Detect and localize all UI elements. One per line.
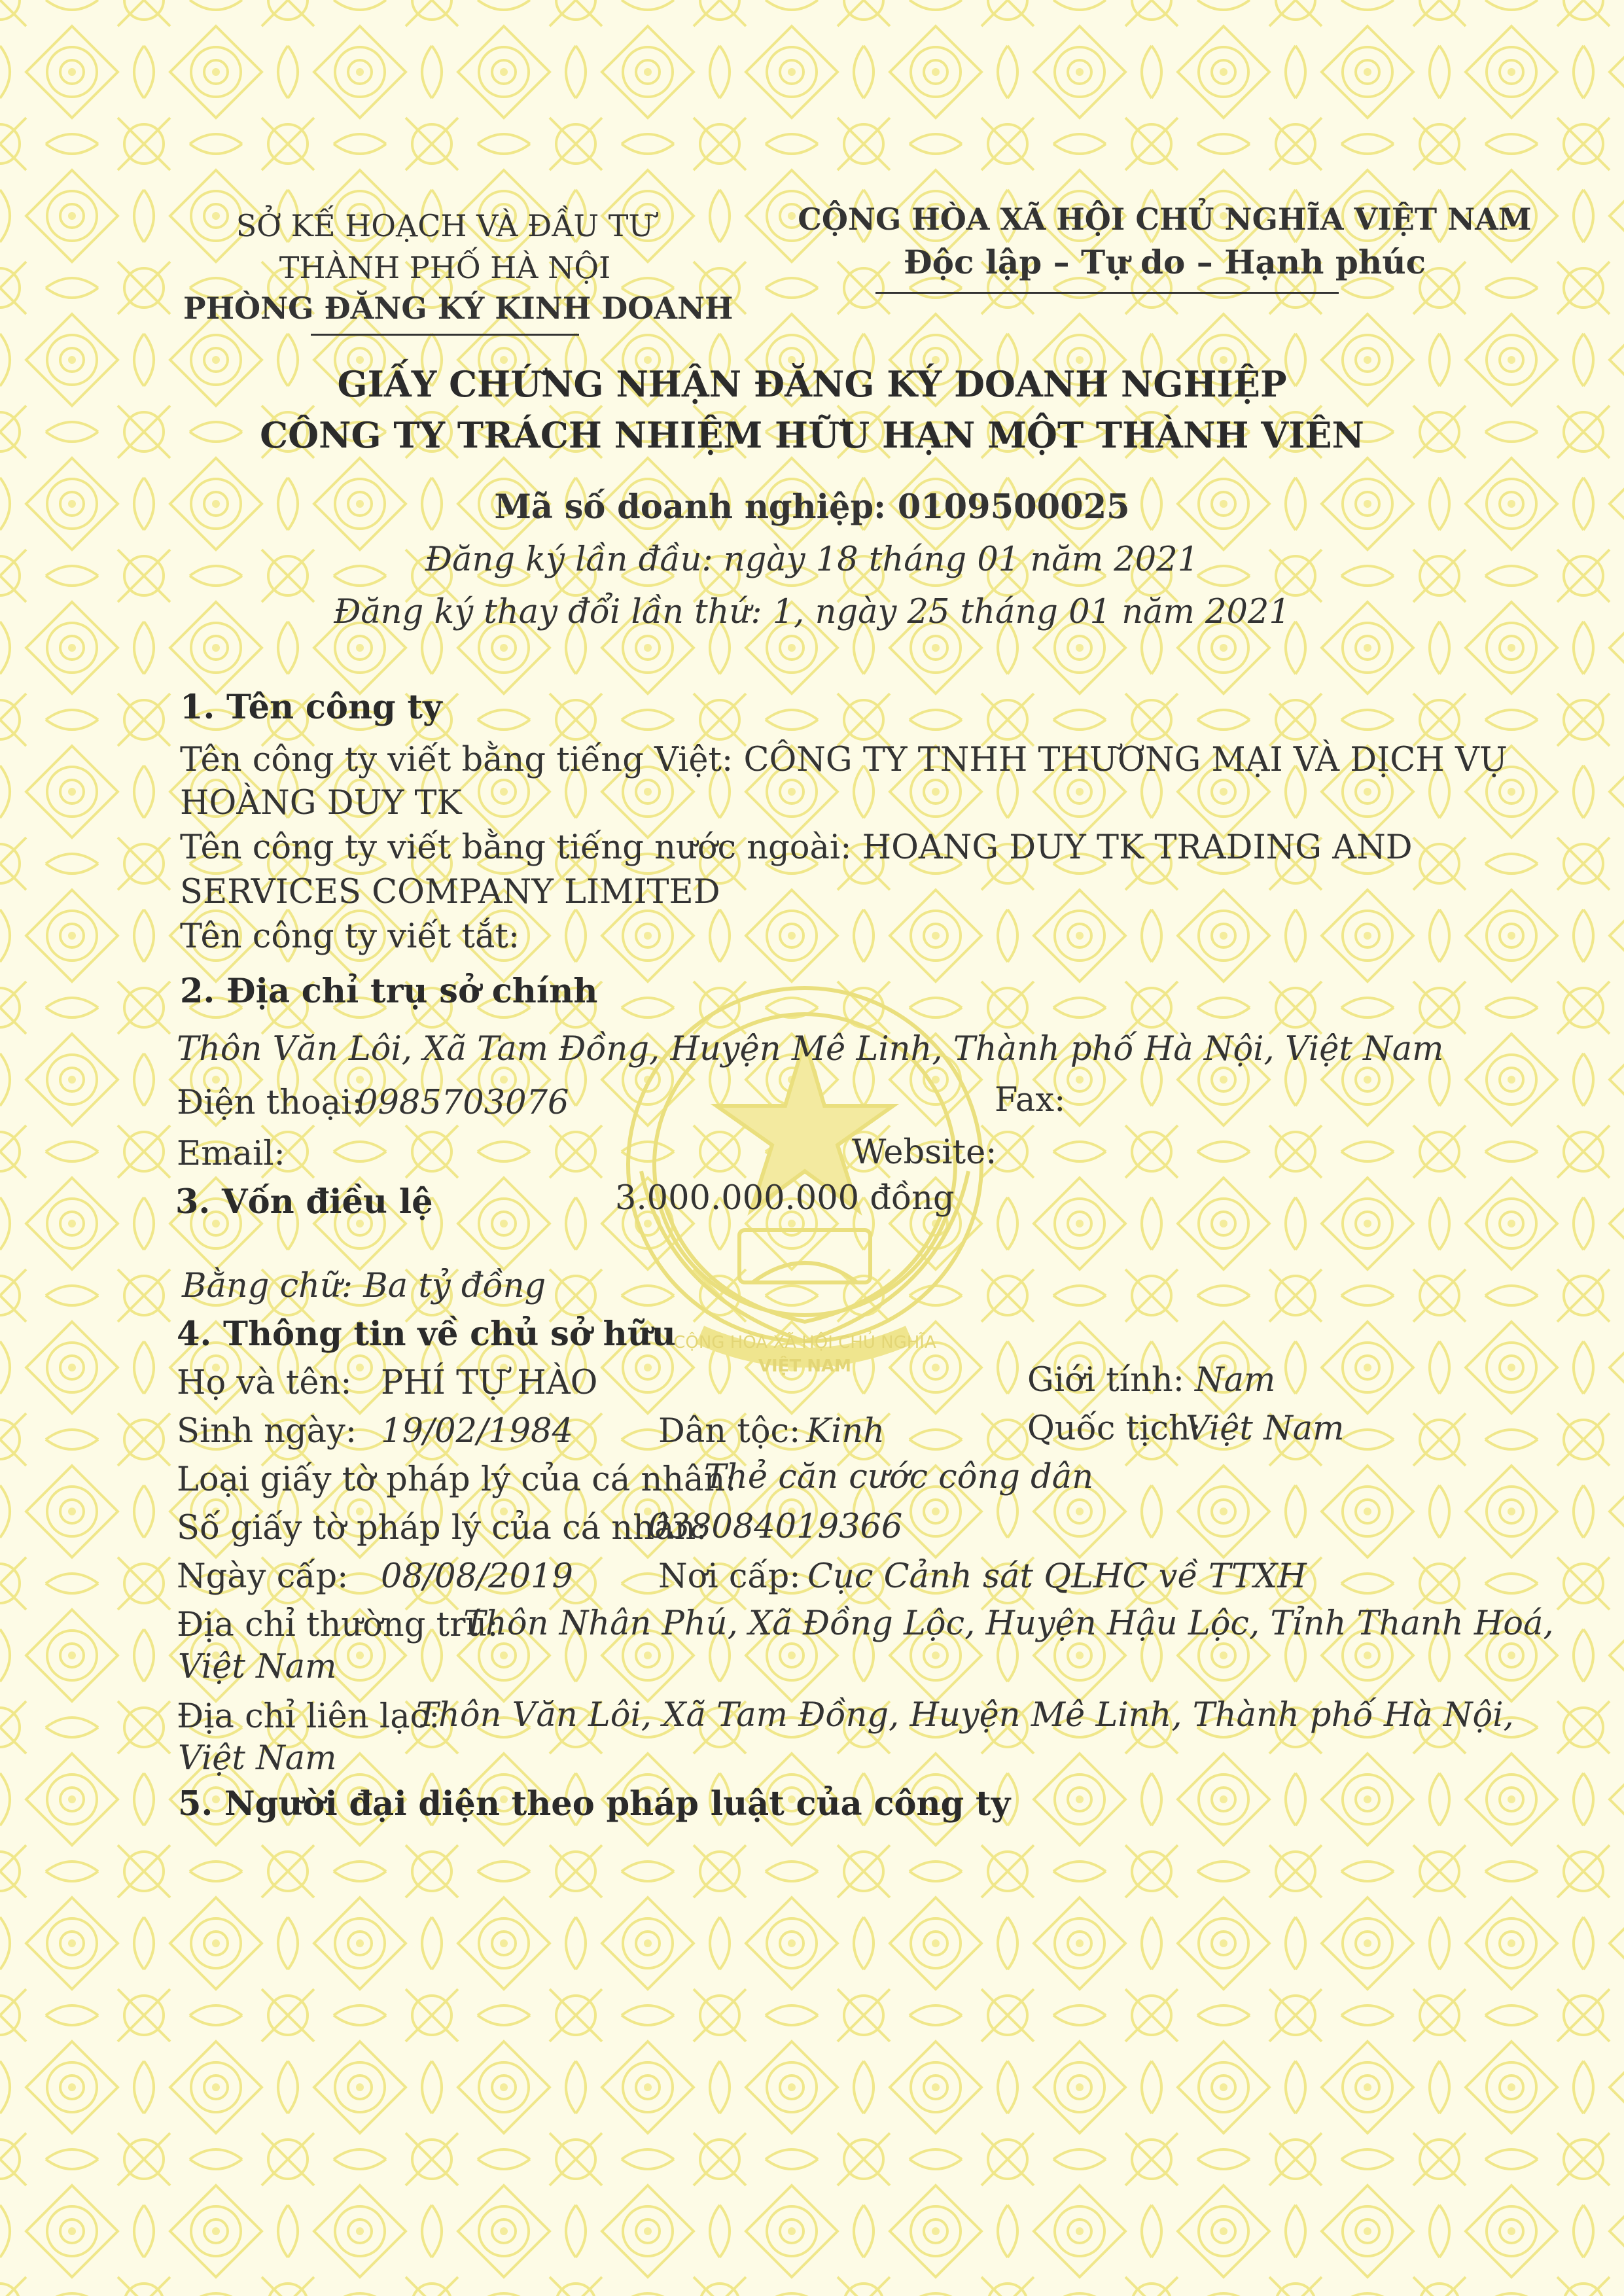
company-name-vietnamese-line2: HOÀNG DUY TK	[180, 784, 462, 822]
company-name-foreign-line2: SERVICES COMPANY LIMITED	[180, 873, 720, 911]
phone-label: Điện thoại:	[177, 1084, 363, 1122]
header-agency-line1: SỞ KẾ HOẠCH VÀ ĐẦU TƯ	[236, 208, 654, 243]
section-charter-capital-heading: 3. Vốn điều lệ	[175, 1182, 433, 1222]
owner-nationality-value: Việt Nam	[1186, 1409, 1345, 1448]
header-agency-line2: THÀNH PHỐ HÀ NỘI	[279, 250, 611, 285]
section-head-office-heading: 2. Địa chỉ trụ sở chính	[180, 972, 598, 1011]
first-registration-date: Đăng ký lần đầu: ngày 18 tháng 01 năm 2021	[425, 540, 1199, 579]
head-office-address: Thôn Văn Lôi, Xã Tam Đồng, Huyện Mê Linh, Thành phố Hà Nội, Việt Nam	[177, 1030, 1444, 1069]
header-country-name: CỘNG HÒA XÃ HỘI CHỦ NGHĨA VIỆT NAM	[798, 202, 1532, 237]
email-label: Email:	[177, 1135, 285, 1173]
owner-permanent-address-label: Địa chỉ thường trú:	[177, 1606, 499, 1644]
fax-label: Fax:	[995, 1081, 1066, 1120]
owner-doc-number-label: Số giấy tờ pháp lý của cá nhân:	[177, 1509, 707, 1547]
owner-gender-value: Nam	[1195, 1361, 1276, 1400]
owner-contact-address-label: Địa chỉ liên lạc:	[177, 1697, 440, 1736]
owner-dob-value: 19/02/1984	[381, 1412, 573, 1451]
charter-capital-in-words: Bằng chữ: Ba tỷ đồng	[182, 1267, 546, 1305]
owner-doc-type-value: Thẻ căn cước công dân	[704, 1458, 1094, 1496]
owner-ethnic-label: Dân tộc:	[658, 1412, 801, 1451]
section-owner-info-heading: 4. Thông tin về chủ sở hữu	[177, 1315, 676, 1354]
owner-name-label: Họ và tên:	[177, 1364, 352, 1402]
owner-gender-label: Giới tính:	[1027, 1361, 1184, 1400]
owner-issue-date-value: 08/08/2019	[381, 1557, 573, 1596]
document-title: GIẤY CHỨNG NHẬN ĐĂNG KÝ DOANH NGHIỆP	[337, 363, 1287, 405]
owner-contact-address-line1: Thôn Văn Lôi, Xã Tam Đồng, Huyện Mê Linh, Thành phố Hà Nội,	[416, 1696, 1514, 1735]
section-company-name-heading: 1. Tên công ty	[180, 688, 442, 727]
header-agency-line3: PHÒNG ĐĂNG KÝ KINH DOANH	[183, 291, 733, 326]
owner-doc-number-value: 038084019366	[648, 1508, 903, 1546]
owner-issue-place-value: Cục Cảnh sát QLHC về TTXH	[807, 1557, 1307, 1596]
owner-ethnic-value: Kinh	[806, 1412, 885, 1451]
company-short-name: Tên công ty viết tắt:	[180, 917, 520, 956]
header-right-underline	[875, 292, 1339, 294]
company-name-foreign-line1: Tên công ty viết bằng tiếng nước ngoài: HOANG DUY TK TRADING AND	[180, 828, 1413, 867]
owner-dob-label: Sinh ngày:	[177, 1412, 357, 1451]
enterprise-code: Mã số doanh nghiệp: 0109500025	[494, 487, 1130, 527]
phone-value: 0985703076	[357, 1084, 569, 1122]
owner-contact-address-line2: Việt Nam	[178, 1739, 337, 1778]
company-name-vietnamese-line1: Tên công ty viết bằng tiếng Việt: CÔNG TY TNHH THƯƠNG MẠI VÀ DỊCH VỤ	[180, 741, 1508, 779]
header-left-underline	[311, 334, 579, 336]
website-label: Website:	[852, 1133, 997, 1172]
owner-doc-type-label: Loại giấy tờ pháp lý của cá nhân:	[177, 1460, 737, 1499]
owner-nationality-label: Quốc tịch:	[1027, 1409, 1202, 1448]
owner-name-value: PHÍ TỰ HÀO	[381, 1364, 598, 1402]
owner-permanent-address-line1: Thôn Nhân Phú, Xã Đồng Lộc, Huyện Hậu Lộc, Tỉnh Thanh Hoá,	[463, 1604, 1554, 1643]
owner-issue-place-label: Nơi cấp:	[658, 1557, 801, 1596]
owner-permanent-address-line2: Việt Nam	[178, 1648, 337, 1686]
charter-capital-amount: 3.000.000.000 đồng	[615, 1179, 955, 1218]
change-registration-date: Đăng ký thay đổi lần thứ: 1, ngày 25 tháng 01 năm 2021	[334, 593, 1290, 631]
svg-text:VIỆT NAM: VIỆT NAM	[758, 1356, 852, 1376]
section-legal-representative-heading: 5. Người đại diện theo pháp luật của công ty	[178, 1784, 1011, 1824]
header-motto: Độc lập – Tự do – Hạnh phúc	[903, 243, 1426, 281]
svg-text:CỘNG HÒA XÃ HỘI CHỦ NGHĨA: CỘNG HÒA XÃ HỘI CHỦ NGHĨA	[673, 1333, 936, 1352]
owner-issue-date-label: Ngày cấp:	[177, 1557, 349, 1596]
document-subtitle: CÔNG TY TRÁCH NHIỆM HỮU HẠN MỘT THÀNH VIÊN	[260, 414, 1364, 456]
